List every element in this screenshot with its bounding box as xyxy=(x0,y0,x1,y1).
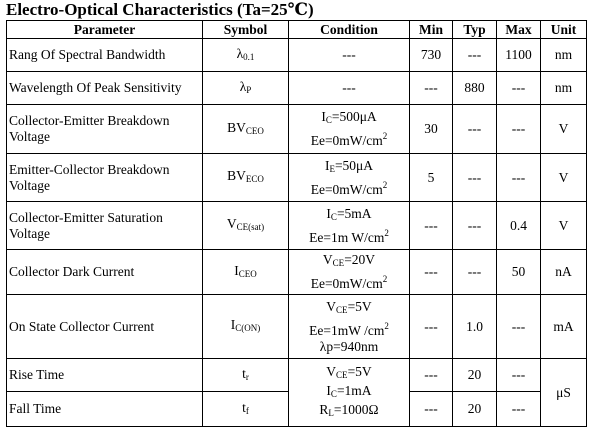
min-value: --- xyxy=(424,367,438,382)
unit-value: V xyxy=(558,169,569,185)
condition-text: Ee=1m W/cm xyxy=(309,229,385,245)
typ-cell xyxy=(453,72,497,105)
symbol-main: V xyxy=(226,216,237,231)
condition-text: V xyxy=(322,252,333,267)
condition-superscript: 2 xyxy=(384,320,389,331)
unit-cell xyxy=(541,359,587,427)
typ-cell xyxy=(453,295,497,359)
condition-subscript: C xyxy=(330,211,337,222)
unit-value: nA xyxy=(555,264,572,279)
symbol-subscript: CE(sat) xyxy=(236,222,265,232)
header-row xyxy=(7,21,587,39)
symbol-cell xyxy=(203,39,289,72)
condition-subscript: C xyxy=(325,115,332,125)
electro-optical-table xyxy=(6,20,587,427)
parameter-text: Wavelength Of Peak Sensitivity xyxy=(9,80,182,95)
symbol-main: t xyxy=(242,365,246,381)
condition-text: I xyxy=(324,157,330,173)
parameter-cell xyxy=(7,359,203,392)
unit-value: V xyxy=(558,121,569,136)
min-value: --- xyxy=(424,264,438,279)
max-value: --- xyxy=(511,367,526,382)
condition-text: I xyxy=(326,383,331,398)
table-row xyxy=(7,295,587,359)
condition-line xyxy=(291,109,407,128)
condition-text: V xyxy=(326,298,337,314)
header-condition: Condition xyxy=(289,21,410,39)
symbol-subscript: ECO xyxy=(245,174,264,184)
condition-subscript: E xyxy=(329,163,335,174)
parameter-cell xyxy=(7,250,203,295)
symbol-subscript: CEO xyxy=(238,268,257,279)
condition-text: Ee=0mW/cm xyxy=(310,181,383,197)
typ-value: --- xyxy=(467,169,482,185)
unit-cell xyxy=(541,72,587,105)
typ-cell xyxy=(453,202,497,250)
max-value: 50 xyxy=(511,264,526,279)
max-value: --- xyxy=(511,169,526,185)
condition-text: Ee=0mW/cm xyxy=(310,276,383,291)
condition-text: =20V xyxy=(344,252,376,267)
parameter-text: Fall Time xyxy=(9,401,62,416)
unit-cell xyxy=(541,39,587,72)
condition-line xyxy=(291,364,407,383)
header-typ: Typ xyxy=(453,21,497,39)
min-value: --- xyxy=(424,80,438,95)
parameter-cell xyxy=(7,392,203,427)
max-cell xyxy=(497,250,541,295)
typ-value: --- xyxy=(467,264,482,279)
symbol-main: I xyxy=(234,262,239,278)
unit-cell xyxy=(541,154,587,202)
typ-value: 20 xyxy=(467,401,482,416)
parameter-text: Collector-Emitter Breakdown xyxy=(9,113,170,128)
min-value: --- xyxy=(424,217,438,233)
symbol-subscript: C(ON) xyxy=(235,323,261,333)
condition-line xyxy=(291,225,407,246)
condition-line xyxy=(291,383,407,402)
condition-text: Ee=0mW/cm xyxy=(310,133,383,148)
unit-value: nm xyxy=(554,80,573,95)
unit-value: μS xyxy=(556,384,571,400)
symbol-cell xyxy=(203,72,289,105)
max-cell xyxy=(497,202,541,250)
max-value: --- xyxy=(511,318,526,334)
table-row xyxy=(7,72,587,105)
min-cell xyxy=(410,72,453,105)
condition-superscript: 2 xyxy=(382,131,388,141)
unit-value: V xyxy=(558,217,569,233)
condition-text: I xyxy=(321,109,326,124)
symbol-main: t xyxy=(242,399,246,415)
min-value: 30 xyxy=(424,121,438,136)
condition-line xyxy=(291,206,407,225)
typ-value: 20 xyxy=(467,367,482,382)
max-cell xyxy=(497,295,541,359)
condition-cell xyxy=(289,39,410,72)
max-cell xyxy=(497,39,541,72)
symbol-cell xyxy=(203,105,289,154)
table-row xyxy=(7,250,587,295)
parameter-text: Rise Time xyxy=(9,367,65,382)
condition-text: =5V xyxy=(347,298,372,314)
header-unit: Unit xyxy=(541,21,587,39)
max-value: 0.4 xyxy=(510,217,527,233)
parameter-cell xyxy=(7,72,203,105)
symbol-subscript: f xyxy=(245,405,249,416)
min-cell xyxy=(410,295,453,359)
parameter-text: Voltage xyxy=(9,177,50,193)
parameter-text: Collector-Emitter Saturation xyxy=(9,209,163,225)
condition-line xyxy=(291,177,407,198)
min-value: 5 xyxy=(427,169,435,185)
condition-line xyxy=(291,47,407,63)
min-cell xyxy=(410,250,453,295)
condition-subscript: CE xyxy=(336,370,348,380)
condition-cell xyxy=(289,154,410,202)
typ-cell xyxy=(453,359,497,392)
condition-line xyxy=(291,158,407,177)
condition-cell xyxy=(289,72,410,105)
min-cell xyxy=(410,154,453,202)
condition-text: =50μA xyxy=(334,157,374,173)
condition-line xyxy=(291,402,407,421)
min-cell xyxy=(410,392,453,427)
typ-value: 1.0 xyxy=(466,318,483,334)
condition-text: =5mA xyxy=(336,205,372,221)
min-cell xyxy=(410,359,453,392)
typ-value: --- xyxy=(467,217,482,233)
typ-value: 880 xyxy=(464,80,485,95)
unit-cell xyxy=(541,105,587,154)
condition-line xyxy=(291,80,407,96)
condition-text: =500μA xyxy=(331,109,377,124)
condition-text: λp=940nm xyxy=(319,338,379,354)
parameter-cell xyxy=(7,154,203,202)
table-row xyxy=(7,359,587,392)
header-parameter: Parameter xyxy=(7,21,203,39)
symbol-cell xyxy=(203,359,289,392)
parameter-cell xyxy=(7,295,203,359)
condition-text: --- xyxy=(342,80,356,95)
parameter-text: Rang Of Spectral Bandwidth xyxy=(9,47,166,62)
condition-text: --- xyxy=(342,47,356,62)
symbol-main: I xyxy=(230,317,236,332)
condition-line xyxy=(291,339,407,355)
unit-cell xyxy=(541,250,587,295)
typ-value: --- xyxy=(467,121,482,136)
condition-line xyxy=(291,128,407,149)
symbol-main: λ xyxy=(239,78,247,94)
parameter-text: Collector Dark Current xyxy=(9,264,135,279)
condition-line xyxy=(291,252,407,271)
condition-subscript: L xyxy=(328,408,334,418)
parameter-text: Voltage xyxy=(9,129,50,144)
condition-line xyxy=(291,299,407,318)
unit-value: mA xyxy=(553,318,574,334)
parameter-text: Emitter-Collector Breakdown xyxy=(9,161,170,177)
condition-superscript: 2 xyxy=(382,274,388,284)
header-max: Max xyxy=(497,21,541,39)
max-value: 1100 xyxy=(505,47,532,62)
max-cell xyxy=(497,105,541,154)
unit-cell xyxy=(541,295,587,359)
symbol-cell xyxy=(203,154,289,202)
condition-text: =1000Ω xyxy=(333,402,379,417)
max-value: --- xyxy=(511,80,526,95)
symbol-main: λ xyxy=(236,45,244,61)
max-cell xyxy=(497,154,541,202)
symbol-subscript: CEO xyxy=(245,125,264,136)
condition-cell xyxy=(289,105,410,154)
table-row xyxy=(7,202,587,250)
header-min: Min xyxy=(410,21,453,39)
unit-value: nm xyxy=(554,47,573,62)
condition-text: V xyxy=(326,364,337,379)
condition-text: =1mA xyxy=(336,383,372,398)
condition-text: I xyxy=(326,205,331,221)
parameter-text: On State Collector Current xyxy=(9,318,155,334)
typ-cell xyxy=(453,154,497,202)
condition-subscript: CE xyxy=(332,258,345,268)
parameter-text: Voltage xyxy=(9,225,50,241)
condition-cell xyxy=(289,250,410,295)
min-cell xyxy=(410,202,453,250)
condition-text: Ee=1mW /cm xyxy=(309,322,385,338)
symbol-subscript: r xyxy=(245,371,249,382)
condition-cell xyxy=(289,202,410,250)
table-row xyxy=(7,154,587,202)
table-title: Electro-Optical Characteristics (Ta=25℃) xyxy=(6,0,314,19)
max-cell xyxy=(497,359,541,392)
min-value: 730 xyxy=(420,47,442,62)
parameter-cell xyxy=(7,105,203,154)
parameter-cell xyxy=(7,202,203,250)
header-symbol: Symbol xyxy=(203,21,289,39)
symbol-cell xyxy=(203,202,289,250)
condition-superscript: 2 xyxy=(384,227,389,238)
condition-superscript: 2 xyxy=(382,179,388,190)
typ-cell xyxy=(453,250,497,295)
unit-cell xyxy=(541,202,587,250)
condition-line xyxy=(291,318,407,339)
min-cell xyxy=(410,39,453,72)
symbol-cell xyxy=(203,250,289,295)
condition-subscript: C xyxy=(330,389,337,399)
min-value: --- xyxy=(424,401,438,416)
symbol-cell xyxy=(203,392,289,427)
table-row xyxy=(7,39,587,72)
condition-cell xyxy=(289,359,410,427)
symbol-main: BV xyxy=(227,119,246,135)
symbol-subscript: 0.1 xyxy=(243,51,255,62)
symbol-main: BV xyxy=(227,168,246,183)
typ-cell xyxy=(453,105,497,154)
condition-text: =5V xyxy=(347,364,372,379)
table-row xyxy=(7,105,587,154)
condition-text: R xyxy=(319,402,329,417)
max-value: --- xyxy=(511,121,526,136)
max-cell xyxy=(497,392,541,427)
symbol-subscript: P xyxy=(246,84,252,95)
condition-line xyxy=(291,271,407,292)
typ-cell xyxy=(453,39,497,72)
max-value: --- xyxy=(511,401,526,416)
typ-value: --- xyxy=(467,47,482,62)
parameter-cell xyxy=(7,39,203,72)
condition-cell xyxy=(289,295,410,359)
condition-subscript: CE xyxy=(336,304,348,315)
symbol-cell xyxy=(203,295,289,359)
max-cell xyxy=(497,72,541,105)
typ-cell xyxy=(453,392,497,427)
min-cell xyxy=(410,105,453,154)
min-value: --- xyxy=(424,318,438,334)
